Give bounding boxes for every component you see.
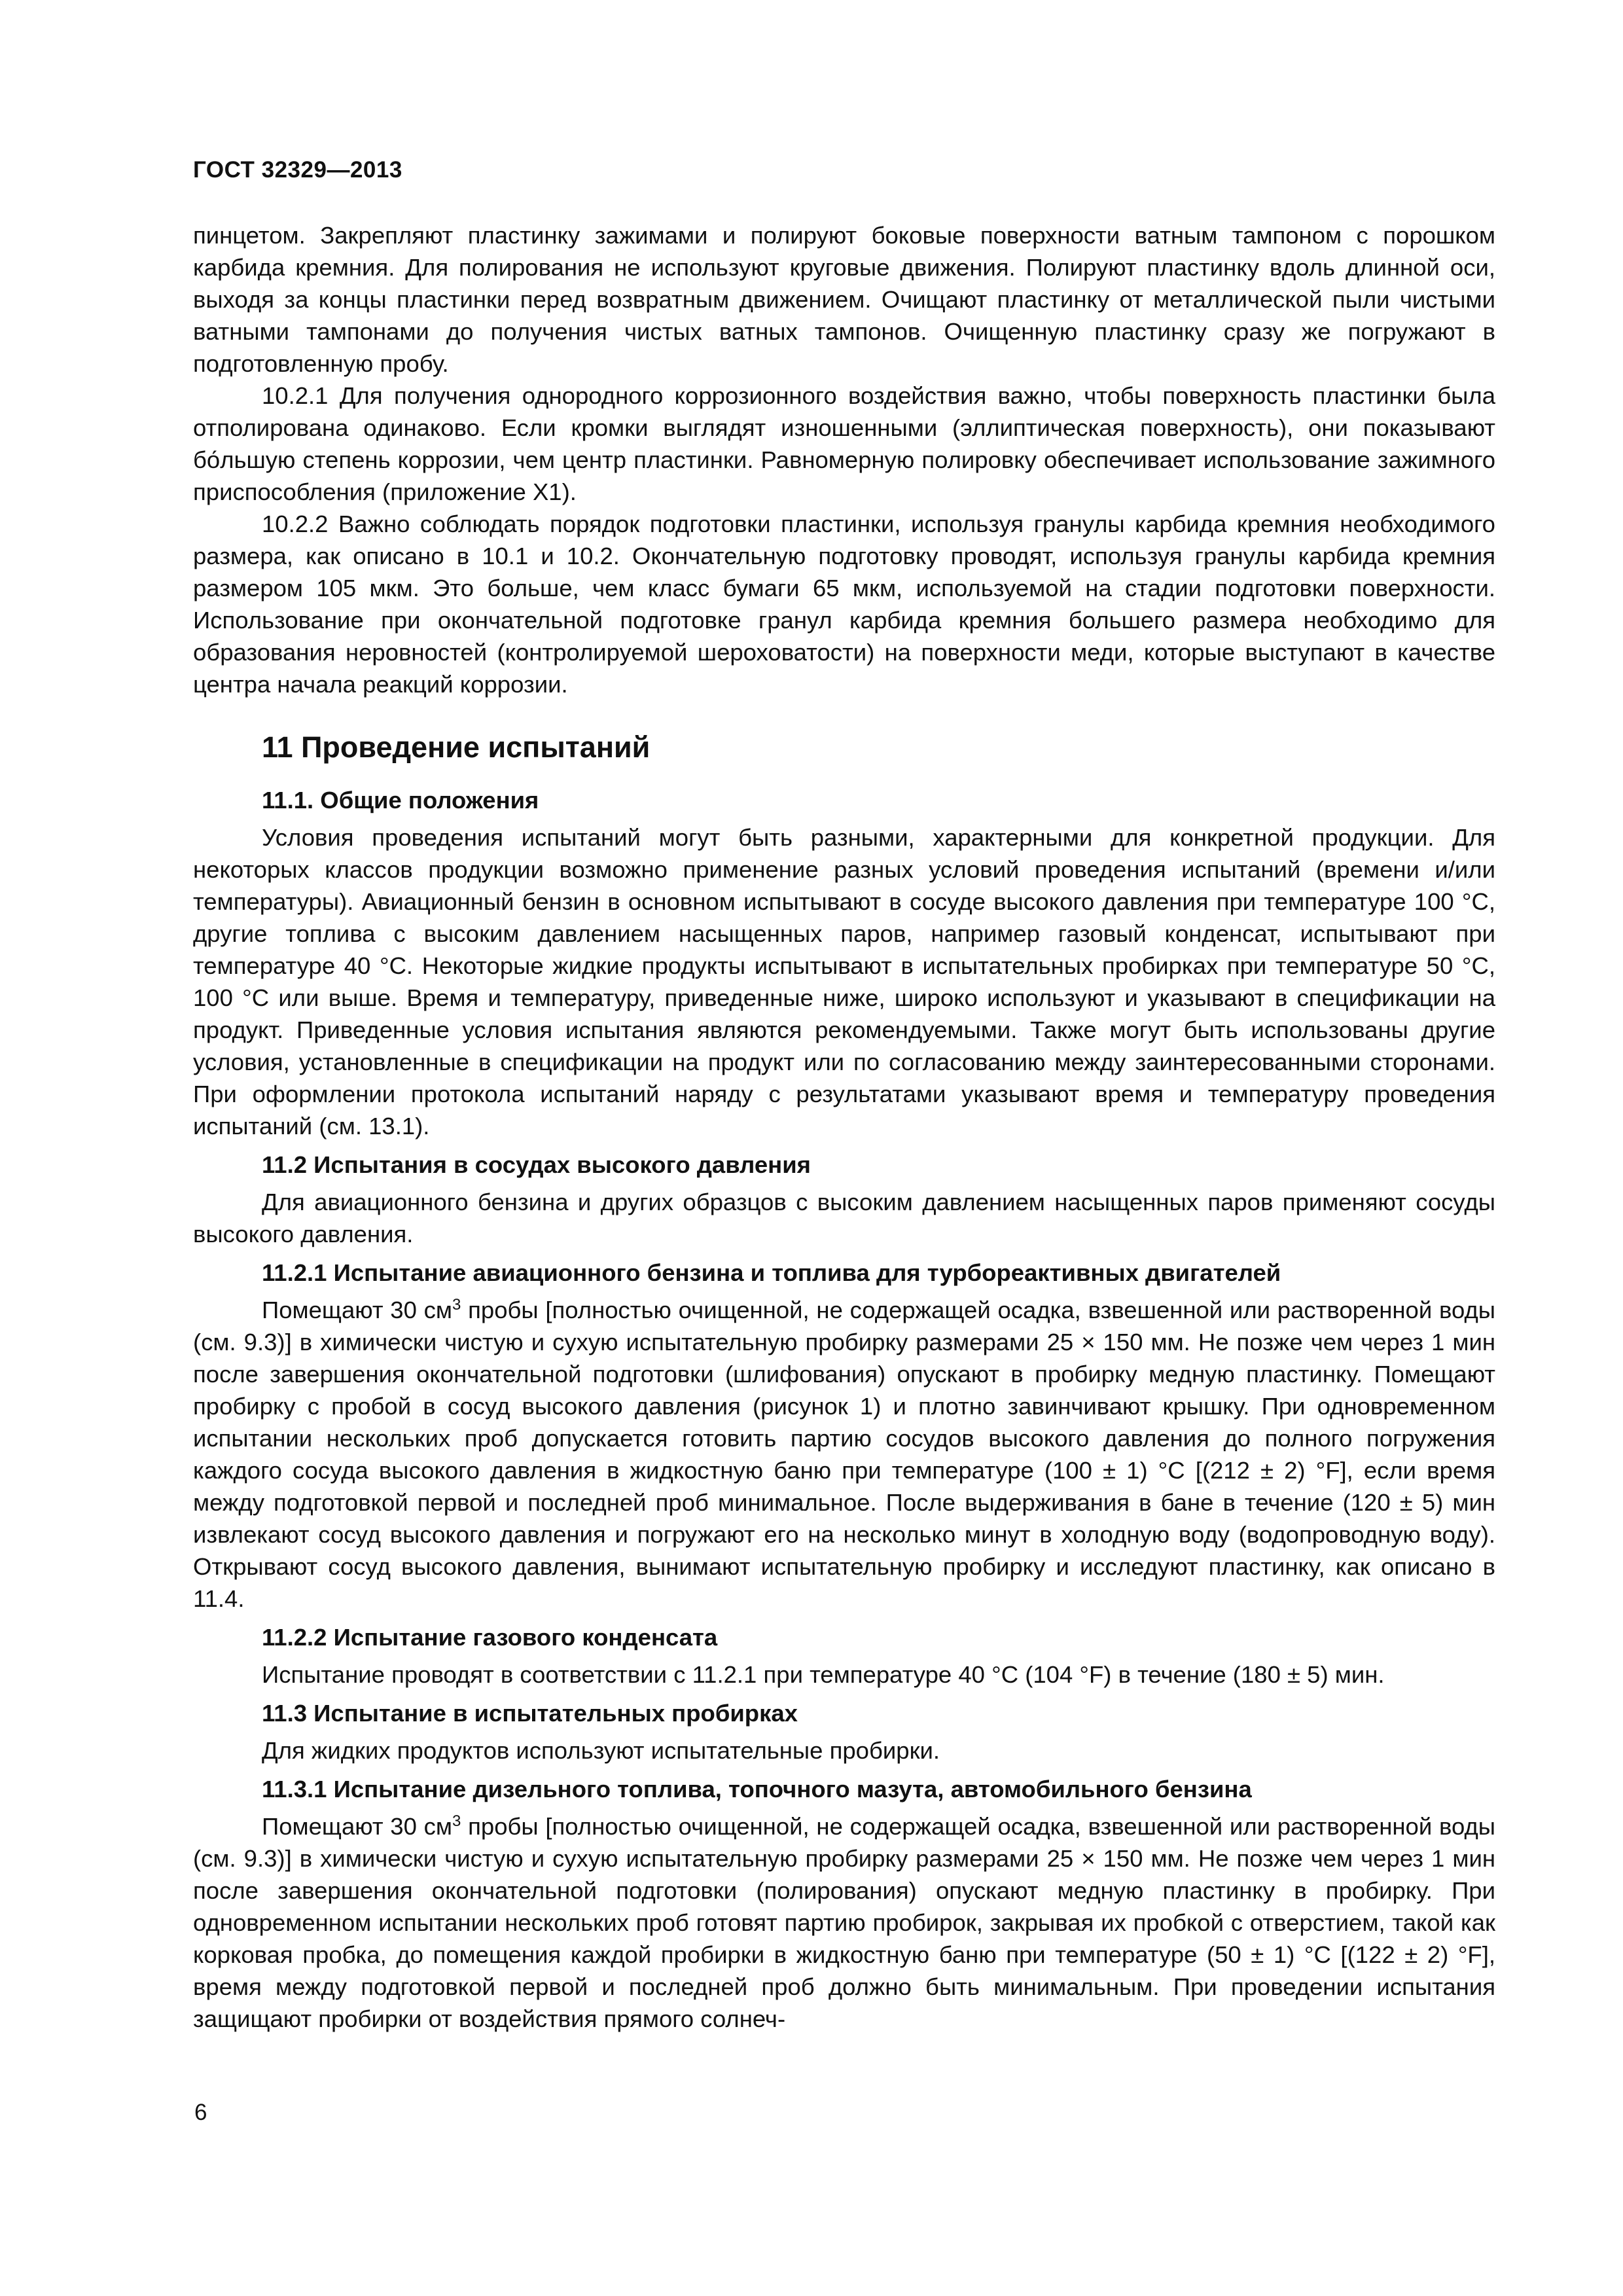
cubic-superscript: 3 xyxy=(452,1295,461,1314)
paragraph-11-3-1-rest: пробы [полностью очищенной, не содержащей осадка, взвешенной или растворенной воды (см. 9.3)] в химически чистую и сухую испытательную пробирку размерами 25 × 150 мм. Не позже чем через 1 мин после завершения окончательной подготовки (полирования) опускают медную пластинку в пробирку. При одновременном испытании нескольких проб готовят партию пробирок, закрывая их пробкой с отверстием, такой как корковая пробка, до помещения каждой пробирки в жидкостную баню при температуре (50 ± 1) °С [(122 ± 2) °F], время между подготовкой первой и последней проб должно быть минимальным. При проведении испытания защищают пробирки от воздействия прямого солнеч- xyxy=(193,1813,1495,2032)
paragraph-11-2: Для авиационного бензина и других образцов с высоким давлением насыщенных паров применяют сосуды высокого давления. xyxy=(193,1189,1495,1247)
subsection-heading-11-2-2: 11.2.2 Испытание газового конденсата xyxy=(262,1624,718,1651)
paragraph-intro: пинцетом. Закрепляют пластинку зажимами и полируют боковые поверхности ватным тампоном с порошком карбида кремния. Для полирования не используют круговые движения. Полируют пластинку вдоль длинной оси, выходя за концы пластинки перед возвратным движением. Очищают пластинку от металлической пыли чистыми ватными тампонами до получения чистых ватных тампонов. Очищенную пластинку сразу же погружают в подготовленную пробу. xyxy=(193,222,1495,377)
cubic-superscript: 3 xyxy=(452,1812,461,1830)
paragraph-11-2-1 xyxy=(193,1294,1495,1615)
paragraph-11-3: Для жидких продуктов используют испытательные пробирки. xyxy=(262,1737,940,1764)
paragraph-10-2-2: 10.2.2 Важно соблюдать порядок подготовки пластинки, используя гранулы карбида кремния необходимого размера, как описано в 10.1 и 10.2. Окончательную подготовку проводят, используя гранулы карбида кремния размером 105 мкм. Это больше, чем класс бумаги 65 мкм, используемой на стадии подготовки поверхности. Использование при окончательной подготовке гранул карбида кремния большего размера необходимо для образования неровностей (контролируемой шероховатости) на поверхности меди, которые выступают в качестве центра начала реакций коррозии. xyxy=(193,511,1495,698)
subsection-heading-11-2-1: 11.2.1 Испытание авиационного бензина и топлива для турбореактивных двигателей xyxy=(262,1259,1281,1286)
subsection-heading-11-3-1: 11.3.1 Испытание дизельного топлива, топочного мазута, автомобильного бензина xyxy=(262,1776,1252,1803)
document-header: ГОСТ 32329—2013 xyxy=(193,157,402,183)
section-heading-11: 11 Проведение испытаний xyxy=(262,730,651,764)
paragraph-11-2-2: Испытание проводят в соответствии с 11.2.1 при температуре 40 °С (104 °F) в течение (180 ± 5) мин. xyxy=(262,1661,1385,1688)
paragraph-11-1: Условия проведения испытаний могут быть разными, характерными для конкретной продукции. Для некоторых классов продукции возможно применение разных условий проведения испытаний (времени и/или температуры). Авиационный бензин в основном испытывают в сосуде высокого давления при температуре 100 °С, другие топлива с высоким давлением насыщенных паров, например газовый конденсат, испытывают при температуре 40 °С. Некоторые жидкие продукты испытывают в испытательных пробирках при температуре 50 °С, 100 °С или выше. Время и температуру, приведенные ниже, широко используют и указывают в спецификации на продукт. Приведенные условия испытания являются рекомендуемыми. Также могут быть использованы другие условия, установленные в спецификации на продукт или по согласованию между заинтересованными сторонами. При оформлении протокола испытаний наряду с результатами указывают время и температуру проведения испытаний (см. 13.1). xyxy=(193,824,1495,1139)
paragraph-11-2-1-start: Помещают 30 см xyxy=(262,1297,453,1323)
paragraph-11-3-1-start: Помещают 30 см xyxy=(262,1813,453,1840)
subsection-heading-11-2: 11.2 Испытания в сосудах высокого давления xyxy=(262,1151,811,1178)
subsection-heading-11-3: 11.3 Испытание в испытательных пробирках xyxy=(262,1700,798,1727)
paragraph-10-2-1: 10.2.1 Для получения однородного коррозионного воздействия важно, чтобы поверхность пластинки была отполирована одинаково. Если кромки выглядят изношенными (эллиптическая поверхность), они показывают бо́льшую степень коррозии, чем центр пластинки. Равномерную полировку обеспечивает использование зажимного приспособления (приложение Х1). xyxy=(193,382,1495,505)
document-page xyxy=(193,157,1495,2035)
paragraph-11-3-1 xyxy=(193,1810,1495,2035)
paragraph-11-2-1-rest: пробы [полностью очищенной, не содержащей осадка, взвешенной или растворенной воды (см. 9.3)] в химически чистую и сухую испытательную пробирку размерами 25 × 150 мм. Не позже чем через 1 мин после завершения окончательной подготовки (шлифования) опускают в пробирку медную пластинку. Помещают пробирку с пробой в сосуд высокого давления (рисунок 1) и плотно завинчивают крышку. При одновременном испытании нескольких проб допускается готовить партию сосудов высокого давления до полного погружения каждого сосуда высокого давления в жидкостную баню при температуре (100 ± 1) °С [(212 ± 2) °F], если время между подготовкой первой и последней проб минимальное. После выдерживания в бане в течение (120 ± 5) мин извлекают сосуд высокого давления и погружают его на несколько минут в холодную воду (водопроводную воду). Открывают сосуд высокого давления, вынимают испытательную пробирку и исследуют пластинку, как описано в 11.4. xyxy=(193,1297,1495,1612)
subsection-heading-11-1: 11.1. Общие положения xyxy=(262,787,539,814)
page-number: 6 xyxy=(194,2100,207,2125)
